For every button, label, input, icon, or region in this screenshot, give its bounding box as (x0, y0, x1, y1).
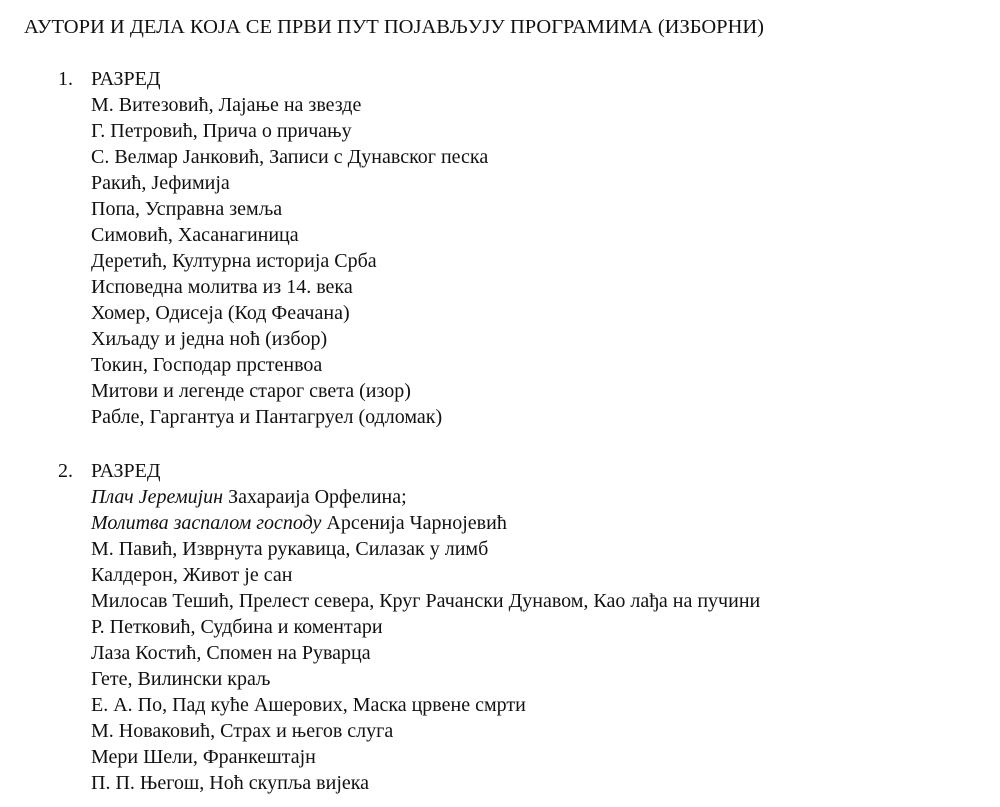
list-item: Попа, Усправна земља (91, 198, 283, 220)
section-heading (0, 458, 1000, 484)
section-number: 2. (58, 460, 73, 482)
section-label: РАЗРЕД (91, 460, 161, 482)
list-item: Ракић, Јефимија (91, 172, 230, 194)
work-author: Захараија Орфелина; (223, 486, 407, 508)
section-grade-1 (0, 66, 1000, 430)
list-item: Е. А. По, Пад куће Ашерових, Маска црвене смрти (91, 694, 526, 716)
list-item: Токин, Господар прстенвоа (91, 354, 323, 376)
list-item: Хиљаду и једна ноћ (избор) (91, 328, 328, 350)
list-item: П. П. Његош, Ноћ скупља вијека (91, 772, 370, 794)
list-item (91, 510, 1000, 536)
work-title-italic: Молитва заспалом господу (91, 512, 322, 534)
list-item: Р. Петковић, Судбина и коментари (91, 616, 383, 638)
work-author: Арсенија Чарнојевић (321, 512, 507, 534)
list-item: Мери Шели, Франкештајн (91, 746, 316, 768)
list-item: М. Павић, Изврнута рукавица, Силазак у лимб (91, 538, 489, 560)
list-item: Г. Петровић, Прича о причању (91, 120, 352, 142)
section-number: 1. (58, 68, 73, 90)
list-item: Гете, Вилински краљ (91, 668, 271, 690)
reading-list (0, 92, 1000, 430)
list-item: Хомер, Одисеја (Код Феачана) (91, 302, 350, 324)
list-item: Калдерон, Живот је сан (91, 564, 293, 586)
list-item: Милосав Тешић, Прелест севера, Круг Рачански Дунавом, Као лађа на пучини (91, 590, 761, 612)
list-item: М. Новаковић, Страх и његов слуга (91, 720, 394, 742)
work-title-italic: Плач Јеремијин (91, 486, 224, 508)
list-item: Рабле, Гаргантуа и Пантагруел (одломак) (91, 406, 443, 428)
list-item: Деретић, Културна историја Срба (91, 250, 377, 272)
list-item: Митови и легенде старог света (изор) (91, 380, 411, 402)
list-item: М. Витезовић, Лајање на звезде (91, 94, 362, 116)
document-title: АУТОРИ И ДЕЛА КОЈА СЕ ПРВИ ПУТ ПОЈАВЉУЈУ ПРОГРАМИМА (ИЗБОРНИ) (24, 16, 765, 38)
list-item: Исповедна молитва из 14. века (91, 276, 353, 298)
list-item: Лаза Костић, Спомен на Руварца (91, 642, 371, 664)
list-item: С. Велмар Јанковић, Записи с Дунавског песка (91, 146, 489, 168)
section-grade-2 (0, 458, 1000, 796)
list-item (91, 484, 1000, 510)
section-label: РАЗРЕД (91, 68, 161, 90)
reading-list (0, 484, 1000, 796)
section-heading (0, 66, 1000, 92)
list-item: Симовић, Хасанагиница (91, 224, 299, 246)
